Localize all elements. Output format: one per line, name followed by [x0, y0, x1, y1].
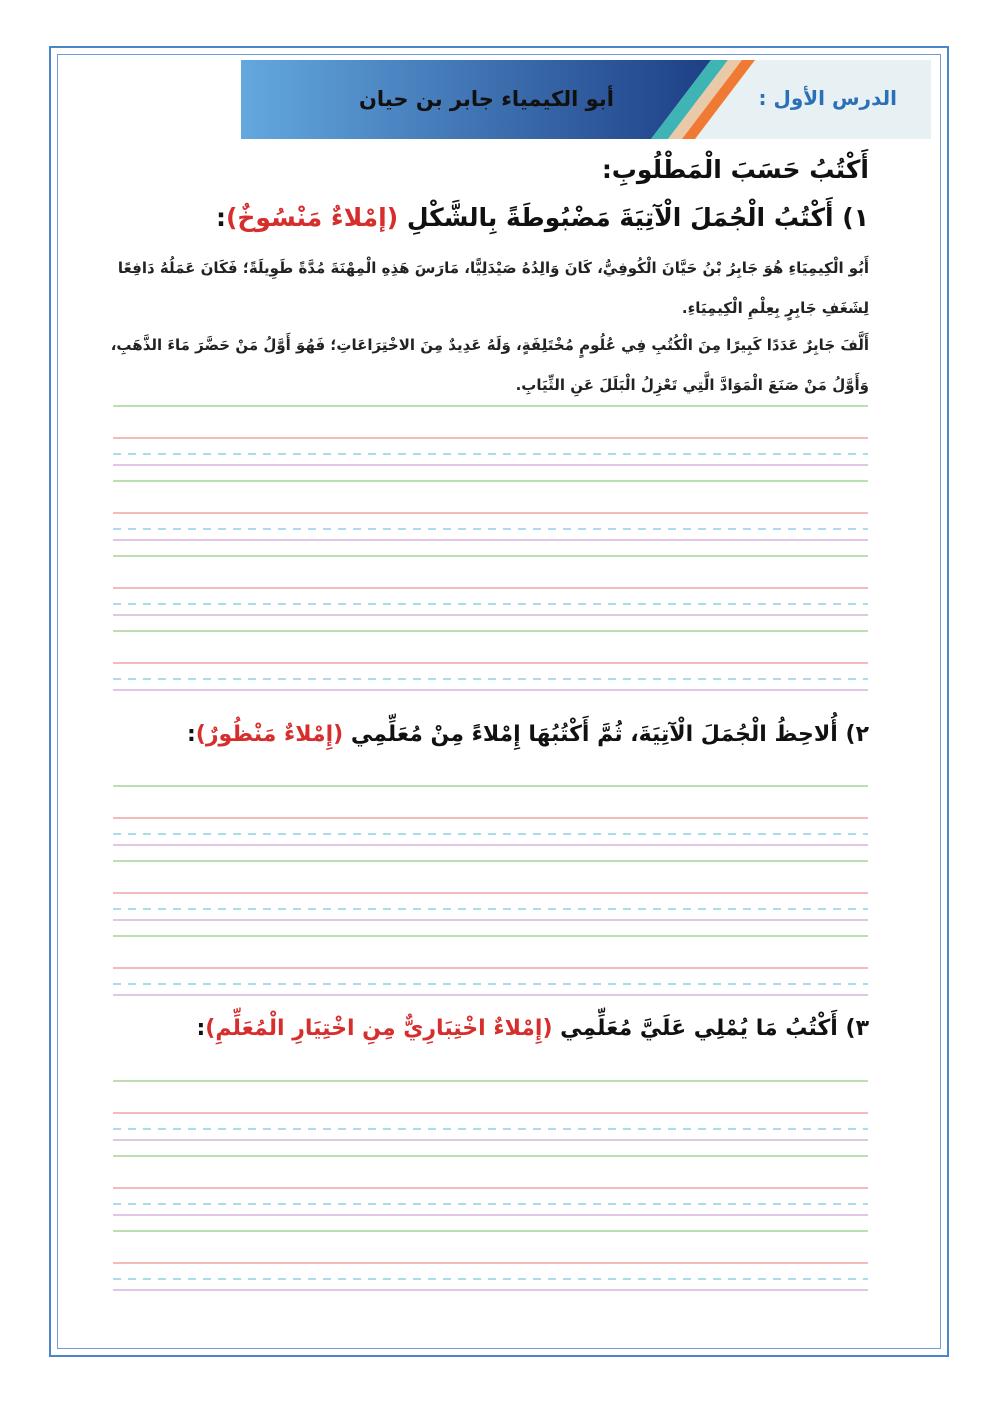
- writing-area-3[interactable]: [113, 1075, 868, 1300]
- question-3-colon: :: [196, 1016, 206, 1041]
- question-3-type: (إِمْلاءٌ اخْتِبَارِيٌّ مِنِ اخْتِيَارِ الْمُعَلِّمِ): [205, 1016, 553, 1041]
- question-2-type: (إِمْلاءٌ مَنْظُورٌ): [195, 722, 344, 747]
- question-2: [110, 722, 869, 747]
- question-3: [110, 1016, 869, 1041]
- writing-area-1[interactable]: [113, 400, 868, 700]
- question-1-type: (إمْلاءٌ مَنْسُوخٌ): [225, 203, 399, 232]
- writing-lines-1: [113, 400, 868, 700]
- writing-lines-2: [113, 780, 868, 1005]
- passage-paragraph-1: أَبُو الْكِيمِيَاءِ هُوَ جَابِرُ بْنُ حَيَّانَ الْكُوفِيُّ، كَانَ وَالِدُهُ صَيْدَلِيًّا، مَارَسَ هَذِهِ الْمِهْنَةَ مُدَّةً طَوِيلَةً؛ فَكَانَ عَمَلُهُ دَافِعًا لِشَغَفِ جَابِرٍ بِعِلْمِ الْكِيمِيَاءِ.: [117, 259, 869, 317]
- question-1-colon: :: [215, 203, 226, 232]
- question-2-colon: :: [186, 722, 196, 747]
- writing-lines-3: [113, 1075, 868, 1300]
- question-1: [110, 203, 869, 232]
- lesson-title: أبو الكيمياء جابر بن حيان: [359, 87, 614, 111]
- instructions-heading: أَكْتُبُ حَسَبَ الْمَطْلُوبِ:: [601, 155, 869, 184]
- lesson-label: الدرس الأول :: [758, 86, 897, 110]
- question-2-text: ٢) أُلاحِظُ الْجُمَلَ الْآتِيَةَ، ثُمَّ أَكْتُبُهَا إِمْلاءً مِنْ مُعَلِّمِي: [343, 722, 869, 747]
- writing-area-2[interactable]: [113, 780, 868, 1005]
- lesson-header: [241, 60, 931, 139]
- passage-paragraph-2: أَلَّفَ جَابِرٌ عَدَدًا كَبِيرًا مِنَ الْكُتُبِ فِي عُلُومٍ مُخْتَلِفَةٍ، وَلَهُ عَدِيدٌ مِنَ الاخْتِرَاعَاتِ؛ فَهُوَ أَوَّلُ مَنْ حَضَّرَ مَاءَ الذَّهَبِ، وَأَوَّلُ مَنْ صَنَعَ الْمَوَادَّ الَّتِي تَعْزِلُ الْبَلَلَ عَنِ الثِّيَابِ.: [110, 336, 869, 394]
- question-3-text: ٣) أَكْتُبُ مَا يُمْلِي عَلَيَّ مُعَلِّمِي: [552, 1016, 869, 1041]
- question-1-text: ١) أَكْتُبُ الْجُمَلَ الْآتِيَةَ مَضْبُوطَةً بِالشَّكْلِ: [398, 203, 869, 232]
